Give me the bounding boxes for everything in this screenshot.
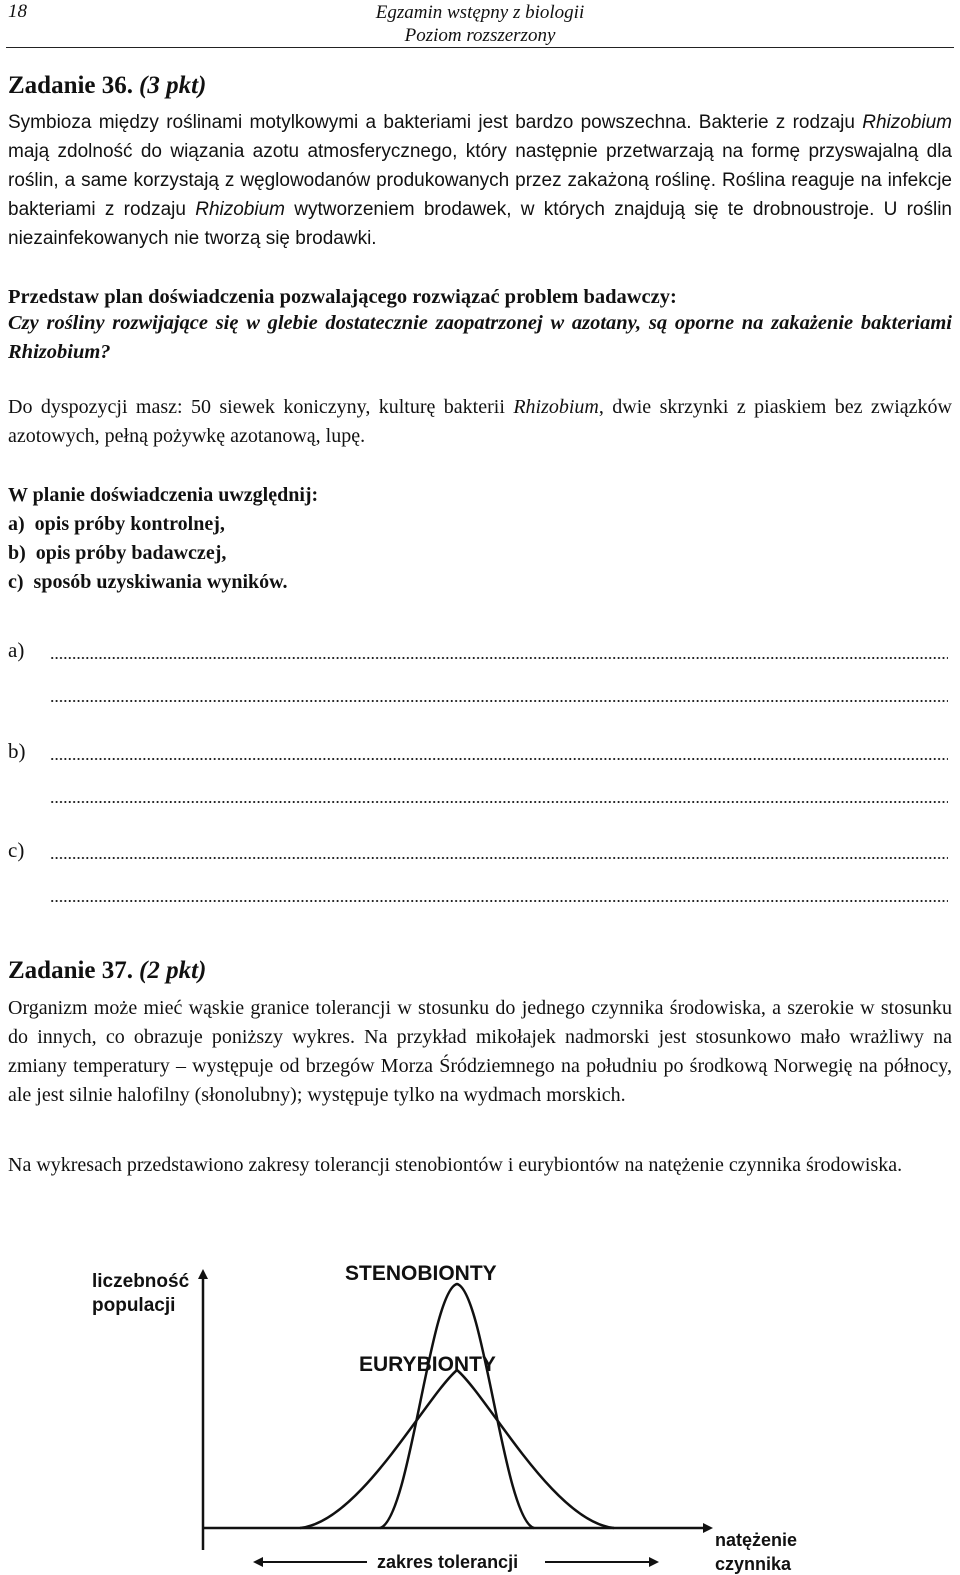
x-axis-label-line1: natężenie bbox=[715, 1530, 798, 1550]
header-title-line1: Egzamin wstępny z biologii bbox=[375, 2, 585, 23]
task36-points: (3 pkt) bbox=[139, 72, 207, 99]
answer-label-b: b) bbox=[8, 739, 26, 763]
task37-points: (2 pkt) bbox=[139, 957, 207, 984]
answer-line-c1[interactable] bbox=[50, 856, 948, 860]
answer-line-b1[interactable] bbox=[50, 757, 948, 761]
task36-title bbox=[8, 72, 206, 100]
answer-line-a2[interactable] bbox=[50, 699, 948, 703]
task37-title-text: Zadanie 37. bbox=[8, 957, 134, 984]
plan-item-a: a) opis próby kontrolnej, bbox=[8, 513, 225, 535]
header-title-line2: Poziom rozszerzony bbox=[404, 25, 556, 46]
task37-paragraph1: Organizm może mieć wąskie granice tolerancji w stosunku do jednego czynnika środowiska, a szerokie w stosunku do innych, co obrazuje poniższy wykres. Na przykład mikołajek nadmorski jest stosunkowo mało wrażliwy na zmiany temperatury – występuje od brzegów Morza Śródziemnego na południu po środkową Norwegię na północy, ale jest silnie halofilny (słonolubny); występuje tylko na wydmach morskich. bbox=[8, 997, 952, 1106]
materials-segment: Rhizobium bbox=[513, 396, 599, 418]
task37-paragraph2: Na wykresach przedstawiono zakresy tolerancji stenobiontów i eurybiontów na natężenie czynnika środowiska. bbox=[8, 1154, 903, 1176]
tolerance-diagram bbox=[60, 1250, 820, 1575]
task37-title bbox=[8, 957, 206, 985]
header-rule bbox=[6, 47, 954, 48]
eurybionty-label: EURYBIONTY bbox=[359, 1353, 496, 1376]
task36-instruction: Przedstaw plan doświadczenia pozwalającego rozwiązać problem badawczy: bbox=[8, 286, 677, 308]
task36-problem: Czy rośliny rozwijające się w glebie dostatecznie zaopatrzonej w azotany, są oporne na zakażenie bakteriami Rhizobium? bbox=[8, 312, 952, 363]
plan-item-b: b) opis próby badawczej, bbox=[8, 542, 227, 564]
x-axis-label-line2: czynnika bbox=[715, 1554, 792, 1574]
task36-materials bbox=[8, 393, 952, 451]
stenobionty-label: STENOBIONTY bbox=[345, 1262, 497, 1285]
plan-heading: W planie doświadczenia uwzględnij: bbox=[8, 484, 319, 506]
curve-stenobionty bbox=[380, 1284, 534, 1528]
intro-segment: Symbioza między roślinami motylkowymi a bakteriami jest bardzo powszechna. Bakterie z rodzaju bbox=[8, 112, 863, 133]
y-axis-label-line1: liczebność bbox=[92, 1271, 190, 1292]
task36-intro bbox=[8, 108, 952, 253]
page-number: 18 bbox=[8, 1, 27, 22]
range-label: zakres tolerancji bbox=[377, 1552, 519, 1572]
intro-segment: mają zdolność do wiązania azotu atmosferycznego, który następnie przetwarzają na formę przyswajalną dla roślin, a same korzystają z węglowodanów produkowanych przez zakażoną roślinę. Roślina reaguje na infekcje bakteriami z rodzaju bbox=[8, 141, 952, 220]
header-title bbox=[0, 1, 960, 47]
curve-eurybionty bbox=[300, 1370, 614, 1528]
materials-segment: Do dyspozycji masz: 50 siewek koniczyny, kulturę bakterii bbox=[8, 396, 514, 418]
intro-segment: wytworzeniem brodawek, w których znajdują się te drobnoustroje. U roślin niezainfekowanych nie tworzą się brodawki. bbox=[8, 199, 952, 249]
answer-line-b2[interactable] bbox=[50, 800, 948, 804]
answer-label-a: a) bbox=[8, 638, 25, 662]
answer-label-c: c) bbox=[8, 838, 25, 862]
answer-line-c2[interactable] bbox=[50, 899, 948, 903]
materials-segment: , dwie skrzynki z piaskiem bez związków azotowych, pełną pożywkę azotanową, lupę. bbox=[8, 396, 952, 447]
intro-segment: Rhizobium bbox=[195, 199, 285, 220]
y-axis-label-line2: populacji bbox=[92, 1295, 176, 1316]
page-header bbox=[0, 0, 960, 48]
plan-item-c: c) sposób uzyskiwania wyników. bbox=[8, 571, 288, 593]
answer-line-a1[interactable] bbox=[50, 656, 948, 660]
task36-title-text: Zadanie 36. bbox=[8, 72, 134, 99]
intro-segment: Rhizobium bbox=[862, 112, 952, 133]
